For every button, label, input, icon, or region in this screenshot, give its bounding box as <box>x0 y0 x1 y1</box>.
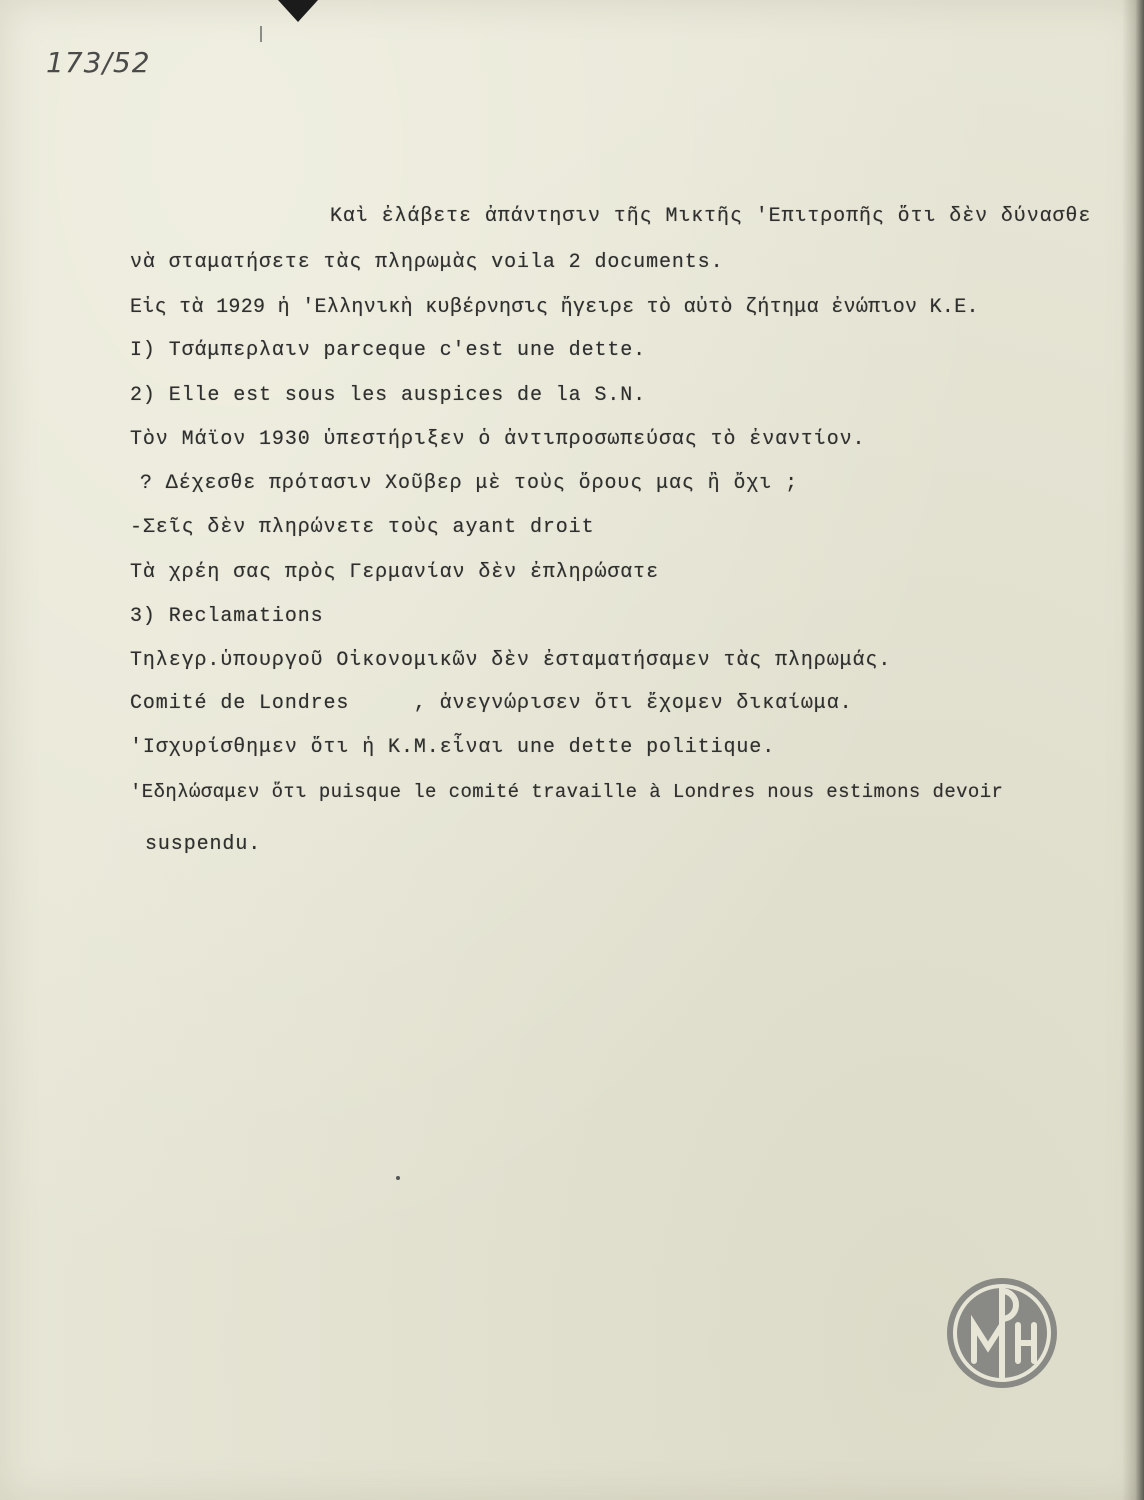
text-line-3: Εἰς τὰ 1929 ἡ 'Ελληνικὴ κυβέρνησις ἤγειρε τὸ αὐτὸ ζήτημα ἐνώπιον Κ.Ε. <box>130 296 979 319</box>
text-line-10: 3) Reclamations <box>130 605 324 628</box>
text-line-6: Τὸν Μάϊον 1930 ὑπεστήριξεν ὁ ἀντιπροσωπεύσας τὸ ἐναντίον. <box>130 428 866 451</box>
ink-speck <box>396 1176 400 1180</box>
text-line-14: 'Εδηλώσαμεν ὅτι puisque le comité travaille à Londres nous estimons devoir <box>130 781 1004 803</box>
text-line-11: Τηλεγρ.ὑπουργοῦ Οἰκονομικῶν δὲν ἐσταματήσαμεν τὰς πληρωμάς. <box>130 649 892 672</box>
binding-mark <box>278 0 318 22</box>
text-line-1: Καὶ ἐλάβετε ἀπάντησιν τῆς Μικτῆς 'Επιτροπῆς ὅτι δὲν δύνασθε <box>330 205 1092 228</box>
text-line-5: 2) Elle est sous les auspices de la S.N. <box>130 384 647 407</box>
text-line-13: 'Ισχυρίσθημεν ὅτι ἡ Κ.Μ.εἶναι une dette politique. <box>130 736 776 759</box>
folio-number: 173/52 <box>46 46 151 79</box>
page-edge-shadow <box>1122 0 1144 1500</box>
institution-seal-icon <box>944 1275 1060 1391</box>
text-line-8: -Σεῖς δὲν πληρώνετε τοὺς ayant droit <box>130 516 595 539</box>
text-line-15: suspendu. <box>145 833 262 856</box>
text-line-2: νὰ σταματήσετε τὰς πληρωμὰς voila 2 documents. <box>130 251 724 274</box>
text-line-7: ? Δέχεσθε πρότασιν Χοῦβερ μὲ τοὺς ὅρους μας ἢ ὄχι ; <box>140 472 798 495</box>
text-line-12: Comité de Londres , ἀνεγνώρισεν ὅτι ἔχομεν δικαίωμα. <box>130 692 853 715</box>
text-line-4: I) Τσάμπερλαιν parceque c'est une dette. <box>130 339 647 362</box>
text-line-9: Τὰ χρέη σας πρὸς Γερμανίαν δὲν ἐπληρώσατε <box>130 561 659 584</box>
pencil-tick <box>260 26 262 42</box>
